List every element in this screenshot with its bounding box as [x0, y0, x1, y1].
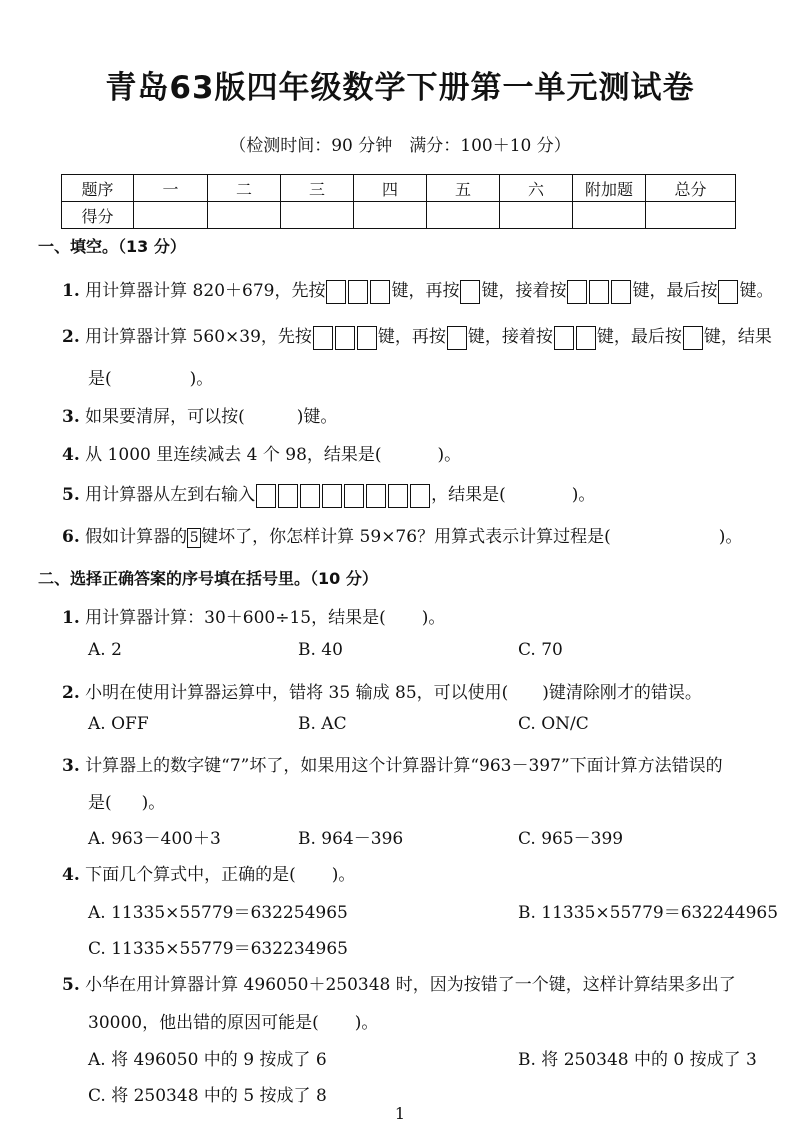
question-number: 2.	[62, 327, 80, 347]
question-text: 键，接着按	[467, 327, 553, 347]
question-text: )键清除刚才的错误。	[542, 683, 702, 703]
header-cell: 六	[500, 175, 573, 202]
question-2-1	[62, 603, 445, 628]
score-cell[interactable]	[500, 202, 573, 229]
question-text: 键，最后按	[632, 281, 718, 301]
option-a[interactable]: A. 963－400＋3	[88, 829, 221, 849]
question-number: 3.	[62, 407, 80, 427]
score-cell[interactable]	[646, 202, 736, 229]
option-a[interactable]: A. 将 496050 中的 9 按成了 6	[88, 1050, 327, 1070]
answer-box[interactable]	[567, 280, 587, 304]
answer-box[interactable]	[410, 484, 430, 508]
answer-box[interactable]	[388, 484, 408, 508]
question-number: 5.	[62, 975, 80, 995]
option-c[interactable]: C. 965－399	[518, 829, 624, 849]
page-title: 青岛63版四年级数学下册第一单元测试卷	[105, 70, 695, 106]
question-text: 键坏了，你怎样计算 59×76？用算式表示计算过程是(	[201, 527, 611, 547]
exam-info: （检测时间：90 分钟 满分：100＋10 分）	[229, 136, 571, 156]
option-c[interactable]: C. ON/C	[518, 714, 589, 734]
question-text: 小明在使用计算器运算中，错将 35 输成 85，可以使用(	[85, 683, 509, 703]
option-b[interactable]: B. 11335×55779＝632244965	[518, 903, 779, 923]
question-text: 用计算器从左到右输入	[85, 485, 256, 505]
answer-box[interactable]	[256, 484, 276, 508]
option-b[interactable]: B. 将 250348 中的 0 按成了 3	[518, 1050, 757, 1070]
question-text: 用计算器计算 820＋679，先按	[85, 281, 326, 301]
option-c[interactable]: C. 将 250348 中的 5 按成了 8	[88, 1086, 327, 1106]
answer-box[interactable]	[348, 280, 368, 304]
question-1-5	[62, 480, 595, 508]
question-2-5-line2	[88, 1008, 378, 1033]
question-text: )。	[421, 608, 446, 628]
option-c[interactable]: C. 11335×55779＝632234965	[88, 939, 348, 959]
score-cell[interactable]	[281, 202, 354, 229]
question-text: 键，接着按	[481, 281, 567, 301]
question-text: 用计算器计算 560×39，先按	[85, 327, 312, 347]
question-1-6	[62, 522, 742, 548]
option-a[interactable]: A. 11335×55779＝632254965	[88, 903, 348, 923]
header-cell: 二	[208, 175, 281, 202]
option-a[interactable]: A. OFF	[88, 714, 149, 734]
question-text: 下面几个算式中，正确的是(	[85, 865, 296, 885]
question-2-3	[62, 751, 723, 776]
question-text: )。	[189, 369, 214, 389]
question-2-2	[62, 678, 702, 703]
question-text: 从 1000 里连续减去 4 个 98，结果是(	[85, 445, 382, 465]
option-c[interactable]: C. 70	[518, 640, 563, 660]
header-cell: 三	[281, 175, 354, 202]
question-text: )键。	[296, 407, 338, 427]
question-number: 2.	[62, 683, 80, 703]
score-cell[interactable]	[208, 202, 281, 229]
answer-box[interactable]	[335, 326, 355, 350]
answer-box[interactable]	[683, 326, 703, 350]
score-cell[interactable]	[573, 202, 646, 229]
question-text: 是(	[88, 793, 112, 813]
question-text: 30000，他出错的原因可能是(	[88, 1013, 319, 1033]
header-cell: 附加题	[573, 175, 646, 202]
key-5-box: 5	[187, 528, 201, 548]
question-text: 如果要清屏，可以按(	[85, 407, 245, 427]
answer-box[interactable]	[460, 280, 480, 304]
question-2-5	[62, 970, 736, 995]
question-1-2-line2	[88, 364, 213, 389]
question-number: 4.	[62, 865, 80, 885]
question-text: )。	[437, 445, 462, 465]
question-text: 用计算器计算：30＋600÷15，结果是(	[85, 608, 386, 628]
page-number: 1	[394, 1104, 406, 1123]
header-cell: 五	[427, 175, 500, 202]
question-number: 3.	[62, 756, 80, 776]
answer-box[interactable]	[322, 484, 342, 508]
question-text: 键，最后按	[596, 327, 682, 347]
question-text: 键，结果	[703, 327, 772, 347]
answer-box[interactable]	[589, 280, 609, 304]
question-1-2	[62, 322, 772, 350]
question-number: 4.	[62, 445, 80, 465]
answer-box[interactable]	[366, 484, 386, 508]
answer-box[interactable]	[576, 326, 596, 350]
answer-box[interactable]	[357, 326, 377, 350]
option-a[interactable]: A. 2	[88, 640, 122, 660]
answer-box[interactable]	[344, 484, 364, 508]
answer-box[interactable]	[300, 484, 320, 508]
question-text: )。	[354, 1013, 379, 1033]
question-text: 键，再按	[377, 327, 446, 347]
section-2-heading: 二、选择正确答案的序号填在括号里。（10 分）	[38, 569, 378, 588]
question-number: 1.	[62, 608, 80, 628]
question-1-1	[62, 276, 773, 304]
question-text: )。	[331, 865, 356, 885]
header-cell: 四	[354, 175, 427, 202]
question-1-4	[62, 440, 461, 465]
answer-box[interactable]	[554, 326, 574, 350]
question-text: ，结果是(	[431, 485, 506, 505]
answer-box[interactable]	[313, 326, 333, 350]
section-1-heading: 一、填空。（13 分）	[38, 237, 186, 256]
header-cell: 题序	[62, 175, 134, 202]
question-text: 键，再按	[391, 281, 460, 301]
question-text: 计算器上的数字键“7”坏了，如果用这个计算器计算“963－397”下面计算方法错误的	[85, 756, 723, 776]
question-text: )。	[141, 793, 166, 813]
question-text: )。	[718, 527, 743, 547]
header-cell: 总分	[646, 175, 736, 202]
question-text: 小华在用计算器计算 496050＋250348 时，因为按错了一个键，这样计算结果多出了	[85, 975, 736, 995]
answer-box[interactable]	[326, 280, 346, 304]
option-b[interactable]: B. 964－396	[298, 829, 404, 849]
option-b[interactable]: B. 40	[298, 640, 343, 660]
score-table-score-row	[62, 202, 736, 229]
score-cell[interactable]	[134, 202, 208, 229]
question-number: 5.	[62, 485, 80, 505]
question-text: 键。	[739, 281, 774, 301]
header-cell: 一	[134, 175, 208, 202]
question-1-3	[62, 402, 337, 427]
score-table-header-row	[62, 175, 736, 202]
question-2-4	[62, 860, 355, 885]
question-number: 1.	[62, 281, 80, 301]
answer-box[interactable]	[278, 484, 298, 508]
answer-box[interactable]	[447, 326, 467, 350]
score-cell[interactable]	[354, 202, 427, 229]
question-text: 是(	[88, 369, 112, 389]
answer-box[interactable]	[611, 280, 631, 304]
score-cell[interactable]	[427, 202, 500, 229]
answer-box[interactable]	[370, 280, 390, 304]
score-row-label: 得分	[62, 202, 134, 229]
option-b[interactable]: B. AC	[298, 714, 347, 734]
question-text: )。	[571, 485, 596, 505]
question-number: 6.	[62, 527, 80, 547]
score-table	[61, 174, 736, 229]
question-2-3-line2	[88, 788, 165, 813]
answer-box[interactable]	[718, 280, 738, 304]
question-text: 假如计算器的	[85, 527, 188, 547]
